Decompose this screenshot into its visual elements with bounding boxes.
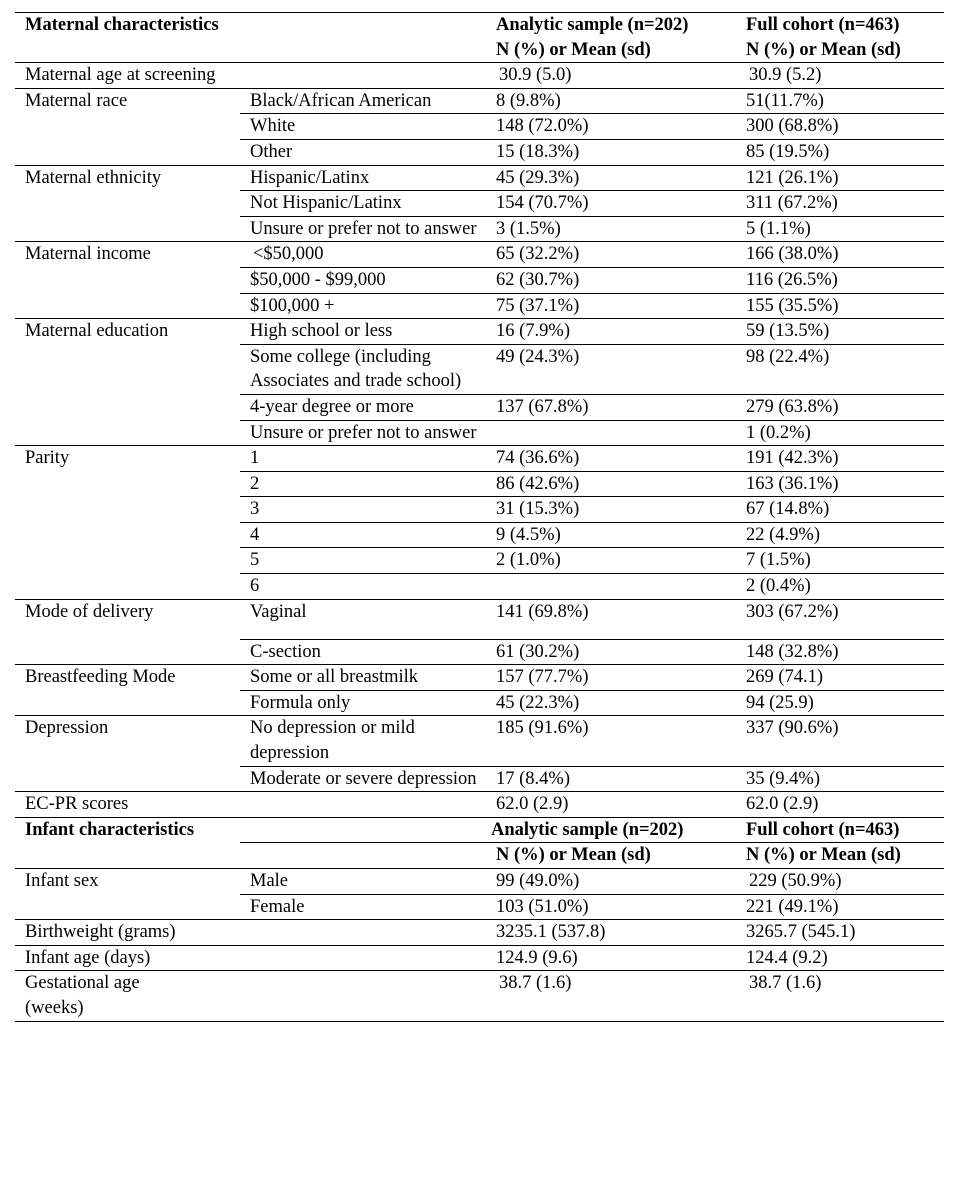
table-row <box>15 971 944 1021</box>
row-label-text: Gestational age (weeks) <box>25 973 140 1018</box>
analytic-value: 141 (69.8%) <box>486 599 736 639</box>
analytic-value <box>486 574 736 600</box>
table-row <box>15 88 944 114</box>
full-value: 98 (22.4%) <box>736 344 944 394</box>
full-value: 22 (4.9%) <box>736 522 944 548</box>
analytic-value: 157 (77.7%) <box>486 665 736 691</box>
category: Unsure or prefer not to answer <box>240 420 486 446</box>
analytic-value: 124.9 (9.6) <box>486 945 736 971</box>
full-value: 51(11.7%) <box>736 88 944 114</box>
full-value: 85 (19.5%) <box>736 139 944 165</box>
table-row <box>15 920 944 946</box>
full-value: 300 (68.8%) <box>736 114 944 140</box>
analytic-value: 86 (42.6%) <box>486 471 736 497</box>
category: Black/African American <box>240 88 486 114</box>
row-label: Infant age (days) <box>15 945 486 971</box>
analytic-value: 9 (4.5%) <box>486 522 736 548</box>
table-row <box>15 319 944 345</box>
col-analytic-heading: Analytic sample (n=202) <box>486 817 736 843</box>
row-label: Birthweight (grams) <box>15 920 486 946</box>
full-value: 163 (36.1%) <box>736 471 944 497</box>
category: 4 <box>240 522 486 548</box>
full-value: 67 (14.8%) <box>736 497 944 523</box>
full-value: 311 (67.2%) <box>736 191 944 217</box>
table-row <box>15 242 944 268</box>
category: $100,000 + <box>240 293 486 319</box>
analytic-value: 3 (1.5%) <box>486 216 736 242</box>
category: Vaginal <box>240 599 486 639</box>
category: Female <box>240 894 486 920</box>
analytic-value: 61 (30.2%) <box>486 639 736 665</box>
row-label: Depression <box>15 716 240 792</box>
analytic-value: 65 (32.2%) <box>486 242 736 268</box>
analytic-value: 148 (72.0%) <box>486 114 736 140</box>
table-row <box>15 165 944 191</box>
subheader-analytic: N (%) or Mean (sd) <box>486 38 736 63</box>
analytic-value: 99 (49.0%) <box>486 869 736 895</box>
full-value: 191 (42.3%) <box>736 446 944 472</box>
infant-heading: Infant characteristics <box>25 819 195 840</box>
table-row <box>15 945 944 971</box>
category: 1 <box>240 446 486 472</box>
infant-subheader-row <box>15 843 944 869</box>
category: Moderate or severe depression <box>240 766 486 792</box>
row-label: Maternal education <box>15 319 240 446</box>
table-row <box>15 63 944 89</box>
analytic-value: 154 (70.7%) <box>486 191 736 217</box>
table-row <box>15 599 944 639</box>
full-value: 148 (32.8%) <box>736 639 944 665</box>
analytic-value: 30.9 (5.0) <box>486 63 736 89</box>
row-label: Maternal race <box>15 88 240 165</box>
category: Formula only <box>240 690 486 716</box>
row-label: EC-PR scores <box>15 792 486 818</box>
full-value: 221 (49.1%) <box>736 894 944 920</box>
table-row <box>15 869 944 895</box>
category: White <box>240 114 486 140</box>
row-label: Parity <box>15 446 240 600</box>
category: Hispanic/Latinx <box>240 165 486 191</box>
analytic-value: 49 (24.3%) <box>486 344 736 394</box>
analytic-value: 75 (37.1%) <box>486 293 736 319</box>
full-value: 35 (9.4%) <box>736 766 944 792</box>
full-value: 116 (26.5%) <box>736 267 944 293</box>
full-value: 279 (63.8%) <box>736 394 944 420</box>
analytic-value: 185 (91.6%) <box>486 716 736 766</box>
full-value: 62.0 (2.9) <box>736 792 944 818</box>
category: 3 <box>240 497 486 523</box>
full-value: 229 (50.9%) <box>736 869 944 895</box>
analytic-value: 103 (51.0%) <box>486 894 736 920</box>
row-label: Maternal income <box>15 242 240 319</box>
full-value: 94 (25.9) <box>736 690 944 716</box>
category: 6 <box>240 574 486 600</box>
analytic-value: 15 (18.3%) <box>486 139 736 165</box>
table-row <box>15 446 944 472</box>
row-label: Maternal ethnicity <box>15 165 240 242</box>
category: Some college (including Associates and trade school) <box>240 344 486 394</box>
full-value: 7 (1.5%) <box>736 548 944 574</box>
col-full-heading: Full cohort (n=463) <box>736 817 944 843</box>
analytic-value: 137 (67.8%) <box>486 394 736 420</box>
analytic-value: 62 (30.7%) <box>486 267 736 293</box>
full-value: 337 (90.6%) <box>736 716 944 766</box>
col-analytic-heading: Analytic sample (n=202) <box>486 13 736 38</box>
analytic-value: 45 (29.3%) <box>486 165 736 191</box>
row-label: Maternal age at screening <box>15 63 486 89</box>
analytic-value: 38.7 (1.6) <box>486 971 736 1021</box>
full-value: 5 (1.1%) <box>736 216 944 242</box>
category: 4-year degree or more <box>240 394 486 420</box>
subheader-full: N (%) or Mean (sd) <box>736 38 944 63</box>
category: 2 <box>240 471 486 497</box>
characteristics-table <box>15 12 944 1022</box>
full-value: 38.7 (1.6) <box>736 971 944 1021</box>
maternal-heading: Maternal characteristics <box>15 13 486 38</box>
full-value: 30.9 (5.2) <box>736 63 944 89</box>
full-value: 166 (38.0%) <box>736 242 944 268</box>
category: No depression or mild depression <box>240 716 486 766</box>
category: High school or less <box>240 319 486 345</box>
analytic-value: 74 (36.6%) <box>486 446 736 472</box>
full-value: 59 (13.5%) <box>736 319 944 345</box>
analytic-value: 3235.1 (537.8) <box>486 920 736 946</box>
col-full-heading: Full cohort (n=463) <box>736 13 944 38</box>
analytic-value <box>486 420 736 446</box>
subheader-full: N (%) or Mean (sd) <box>736 843 944 869</box>
row-label: Infant sex <box>15 869 240 920</box>
full-value: 124.4 (9.2) <box>736 945 944 971</box>
category: Some or all breastmilk <box>240 665 486 691</box>
analytic-value: 62.0 (2.9) <box>486 792 736 818</box>
analytic-value: 17 (8.4%) <box>486 766 736 792</box>
full-value: 269 (74.1) <box>736 665 944 691</box>
full-value: 303 (67.2%) <box>736 599 944 639</box>
maternal-subheader-row <box>15 38 944 63</box>
full-value: 121 (26.1%) <box>736 165 944 191</box>
table-row <box>15 792 944 818</box>
analytic-value: 2 (1.0%) <box>486 548 736 574</box>
category: Male <box>240 869 486 895</box>
infant-header-row <box>15 817 944 843</box>
analytic-value: 45 (22.3%) <box>486 690 736 716</box>
table-row <box>15 665 944 691</box>
row-label <box>15 971 486 1021</box>
row-label: Mode of delivery <box>15 599 240 665</box>
category: 5 <box>240 548 486 574</box>
full-value: 2 (0.4%) <box>736 574 944 600</box>
category: $50,000 - $99,000 <box>240 267 486 293</box>
table-row <box>15 716 944 766</box>
category: Not Hispanic/Latinx <box>240 191 486 217</box>
full-value: 1 (0.2%) <box>736 420 944 446</box>
full-value: 155 (35.5%) <box>736 293 944 319</box>
subheader-analytic: N (%) or Mean (sd) <box>486 843 736 869</box>
category: Unsure or prefer not to answer <box>240 216 486 242</box>
category: <$50,000 <box>240 242 486 268</box>
maternal-header-row <box>15 13 944 38</box>
full-value: 3265.7 (545.1) <box>736 920 944 946</box>
row-label: Breastfeeding Mode <box>15 665 240 716</box>
category: C-section <box>240 639 486 665</box>
analytic-value: 31 (15.3%) <box>486 497 736 523</box>
analytic-value: 8 (9.8%) <box>486 88 736 114</box>
analytic-value: 16 (7.9%) <box>486 319 736 345</box>
category: Other <box>240 139 486 165</box>
